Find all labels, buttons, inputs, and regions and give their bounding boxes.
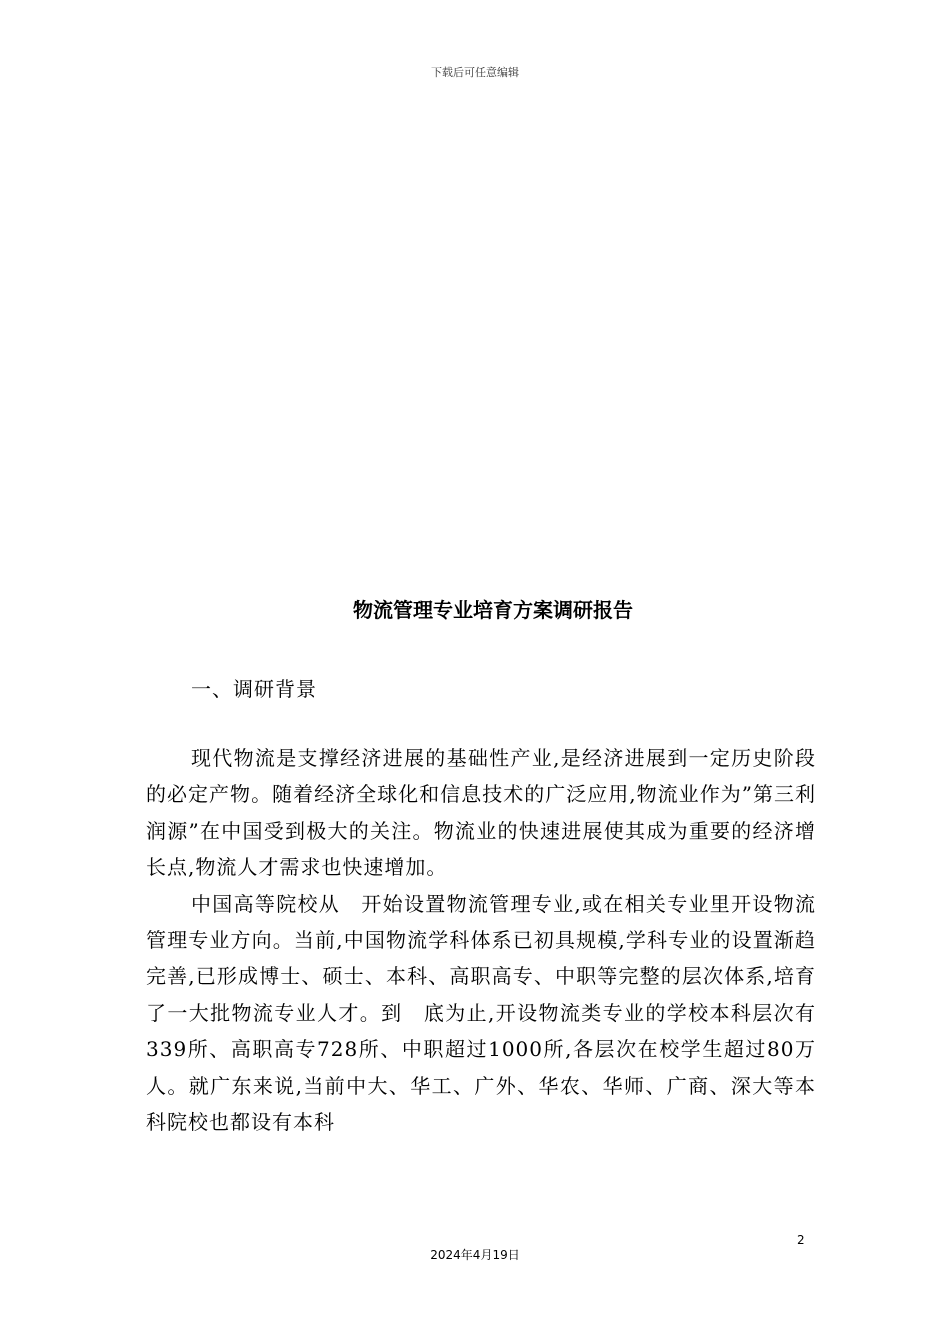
- document-body: [146, 740, 816, 1140]
- paragraph-1: 现代物流是支撑经济进展的基础性产业,是经济进展到一定历史阶段的必定产物。随着经济全球化和信息技术的广泛应用,物流业作为”第三利润源”在中国受到极大的关注。物流业的快速进展使其成为重要的经济增长点,物流人才需求也快速增加。: [146, 746, 816, 880]
- paragraph-2: 中国高等院校从 开始设置物流管理专业,或在相关专业里开设物流管理专业方向。当前,中国物流学科体系已初具规模,学科专业的设置渐趋完善,已形成博士、硕士、本科、高职高专、中职等完整的层次体系,培育了一大批物流专业人才。到 底为止,开设物流类专业的学校本科层次有339所、高职高专728所、中职超过1000所,各层次在校学生超过80万人。就广东来说,当前中大、华工、广外、华农、华师、广商、深大等本科院校也都设有本科: [146, 891, 816, 1135]
- footer-date: 2024年4月19日: [430, 1248, 520, 1262]
- section-heading: 一、调研背景: [191, 677, 317, 701]
- document-title: 物流管理专业培育方案调研报告: [353, 598, 633, 622]
- page-number: 2: [797, 1233, 805, 1247]
- page-header-note: 下载后可任意编辑: [431, 66, 519, 79]
